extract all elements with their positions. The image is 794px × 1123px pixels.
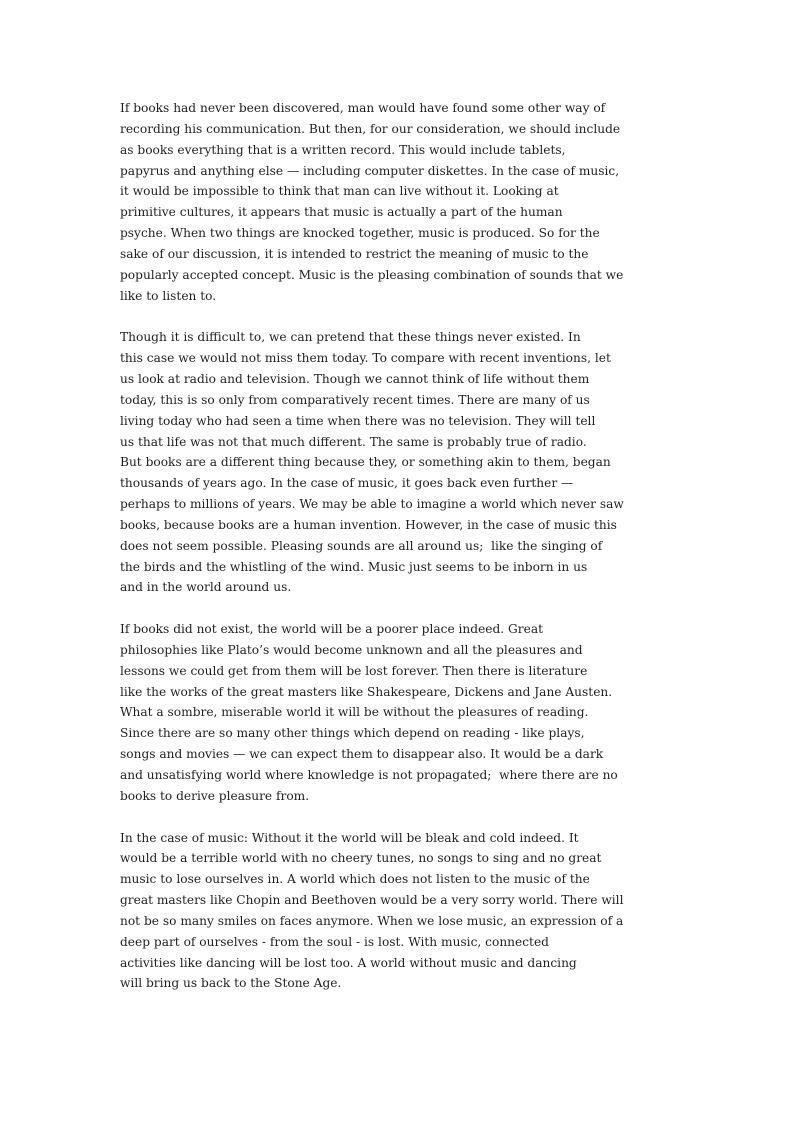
text-line: like to listen to. [120,288,217,303]
text-line: living today who had seen a time when there was no television. They will tell [120,413,596,428]
text-line: and in the world around us. [120,580,292,595]
text-line: this case we would not miss them today. To compare with recent inventions, let [120,351,611,366]
text-line: like the works of the great masters like Shakespeare, Dickens and Jane Austen. [120,684,613,699]
text-line: books to derive pleasure from. [120,788,310,803]
text-line: lessons we could get from them will be lost forever. Then there is literature [120,663,588,678]
text-line: books, because books are a human invention. However, in the case of music this [120,517,617,532]
paragraph-4 [120,828,680,995]
text-line: music to lose ourselves in. A world which does not listen to the music of the [120,872,590,887]
paragraph-spacer [120,306,680,327]
text-line: Since there are so many other things which depend on reading - like plays, [120,726,585,741]
text-line: popularly accepted concept. Music is the pleasing combination of sounds that we [120,267,624,282]
text-line: not be so many smiles on faces anymore. When we lose music, an expression of a [120,913,624,928]
paragraph-spacer [120,598,680,619]
text-line: will bring us back to the Stone Age. [120,976,342,991]
text-line: perhaps to millions of years. We may be able to imagine a world which never saw [120,497,624,512]
text-line: If books had never been discovered, man would have found some other way of [120,101,606,115]
text-line: What a sombre, miserable world it will be without the pleasures of reading. [120,705,589,720]
text-line: thousands of years ago. In the case of music, it goes back even further — [120,476,574,491]
text-line: songs and movies — we can expect them to disappear also. It would be a dark [120,747,604,762]
text-line: primitive cultures, it appears that music is actually a part of the human [120,205,563,220]
paragraph-spacer [120,807,680,828]
text-line: activities like dancing will be lost too. A world without music and dancing [120,955,577,970]
text-line: great masters like Chopin and Beethoven would be a very sorry world. There will [120,893,624,908]
text-line: as books everything that is a written record. This would include tablets, [120,142,566,157]
text-line: psyche. When two things are knocked together, music is produced. So for the [120,226,600,241]
text-line: Though it is difficult to, we can pretend that these things never existed. In [120,330,581,345]
paragraph-2 [120,327,680,598]
text-line: papyrus and anything else — including computer diskettes. In the case of music, [120,163,620,178]
text-line: sake of our discussion, it is intended to restrict the meaning of music to the [120,246,589,261]
text-line: But books are a different thing because they, or something akin to them, began [120,455,611,470]
text-line: would be a terrible world with no cheery tunes, no songs to sing and no great [120,851,602,866]
text-line: us that life was not that much different. The same is probably true of radio. [120,434,587,449]
text-line: does not seem possible. Pleasing sounds are all around us; like the singing of [120,538,603,553]
text-line: recording his communication. But then, for our consideration, we should include [120,121,621,136]
text-line: the birds and the whistling of the wind. Music just seems to be inborn in us [120,559,588,574]
text-line: In the case of music: Without it the world will be bleak and cold indeed. It [120,830,579,845]
text-line: philosophies like Plato’s would become unknown and all the pleasures and [120,642,583,657]
document-body [120,98,680,994]
text-line: deep part of ourselves - from the soul - is lost. With music, connected [120,934,549,949]
text-line: us look at radio and television. Though we cannot think of life without them [120,371,590,386]
text-line: today, this is so only from comparatively recent times. There are many of us [120,392,590,407]
paragraph-1 [120,98,680,306]
text-line: and unsatisfying world where knowledge is not propagated; where there are no [120,768,618,782]
text-line: it would be impossible to think that man can live without it. Looking at [120,184,559,199]
text-line: If books did not exist, the world will be a poorer place indeed. Great [120,622,543,637]
paragraph-3 [120,619,680,807]
